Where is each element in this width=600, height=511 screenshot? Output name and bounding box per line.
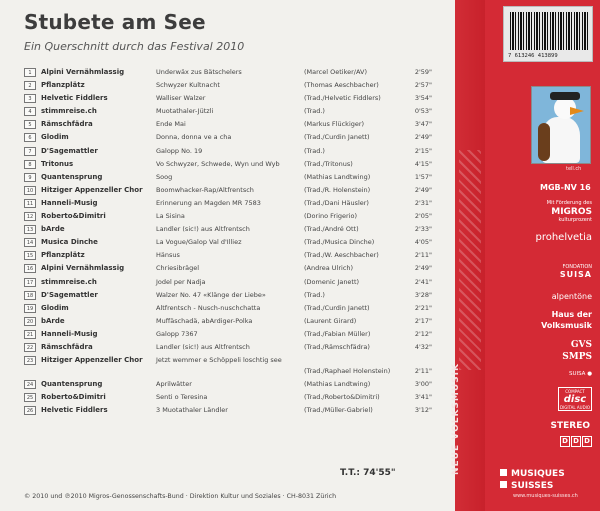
track-duration: 0'53" bbox=[414, 107, 432, 116]
track-row bbox=[24, 223, 444, 236]
ddd-letter: D bbox=[560, 436, 570, 447]
track-duration: 2'33" bbox=[414, 225, 432, 234]
track-number: 5 bbox=[24, 120, 36, 129]
track-artist: Alpini Vernähmlassig bbox=[41, 264, 125, 273]
smps-logo: SMPS bbox=[562, 352, 592, 362]
track-composer: (Marcel Oetiker/AV) bbox=[304, 68, 367, 76]
ddd-letter: D bbox=[571, 436, 581, 447]
track-row bbox=[24, 210, 444, 223]
track-duration: 2'41" bbox=[414, 277, 432, 286]
track-artist: Hanneli-Musig bbox=[41, 329, 98, 338]
track-row bbox=[24, 354, 444, 378]
track-number: 7 bbox=[24, 147, 36, 156]
track-number: 13 bbox=[24, 225, 36, 234]
track-number: 14 bbox=[24, 238, 36, 247]
track-duration: 2'11" bbox=[414, 367, 432, 376]
track-duration: 4'32" bbox=[414, 342, 432, 351]
track-duration: 2'15" bbox=[414, 146, 432, 155]
track-title: Chriesibrägel bbox=[156, 264, 200, 273]
track-title: Aprilwätter bbox=[156, 380, 192, 389]
track-number: 18 bbox=[24, 291, 36, 300]
disc-bottom-label: DIGITAL AUDIO bbox=[560, 405, 590, 410]
track-composer: (Trad.) bbox=[304, 146, 325, 155]
stork-beak bbox=[570, 107, 584, 115]
track-title: Hänsus bbox=[156, 251, 180, 260]
track-row bbox=[24, 118, 444, 131]
track-composer: (Trad./Tritonus) bbox=[304, 159, 353, 168]
track-artist: Helvetic Fiddlers bbox=[41, 94, 108, 103]
track-duration: 2'17" bbox=[414, 316, 432, 325]
track-row bbox=[24, 391, 444, 404]
track-duration: 2'11" bbox=[414, 251, 432, 260]
track-composer: (Trad./Musica Dinche) bbox=[304, 238, 375, 247]
track-title: Muotathaler-Jützli bbox=[156, 107, 214, 116]
spine-label: NEUE VOLKSMUSIK bbox=[451, 363, 461, 475]
track-title: Galopp No. 19 bbox=[156, 146, 203, 155]
track-row bbox=[24, 378, 444, 391]
track-duration: 2'05" bbox=[414, 212, 432, 221]
track-artist: Rämschfädra bbox=[41, 342, 93, 351]
track-title: La Sisina bbox=[156, 212, 185, 221]
track-number: 16 bbox=[24, 264, 36, 273]
barcode-number: 7 613246 413899 bbox=[508, 53, 558, 59]
sponsor-note: Mit Förderung des bbox=[546, 200, 592, 206]
square-icon bbox=[500, 469, 507, 476]
track-composer: (Mathias Landtwing) bbox=[304, 380, 371, 389]
barcode-bars bbox=[510, 12, 588, 50]
track-title: Vo Schwyzer, Schwede, Wyn und Wyb bbox=[156, 159, 280, 168]
track-number: 20 bbox=[24, 317, 36, 326]
track-artist: Roberto&Dimitri bbox=[41, 212, 106, 221]
musiques-label: MUSIQUES bbox=[511, 469, 565, 479]
cover-thumbnail bbox=[531, 86, 591, 164]
barcode bbox=[503, 6, 593, 62]
track-number: 1 bbox=[24, 68, 36, 77]
track-composer: (Trad./Fabian Müller) bbox=[304, 329, 371, 338]
track-composer: (Dorino Frigerio) bbox=[304, 212, 358, 221]
track-composer: (Domenic Janett) bbox=[304, 277, 360, 286]
track-row bbox=[24, 276, 444, 289]
haus-der-volksmusik-line2: Volksmusik bbox=[541, 321, 592, 330]
track-number: 15 bbox=[24, 251, 36, 260]
track-title: Landler (sic!) aus Altfrentsch bbox=[156, 225, 250, 234]
track-artist: Pflanzplätz bbox=[41, 251, 85, 260]
track-composer: (Thomas Aeschbacher) bbox=[304, 81, 379, 90]
track-duration: 2'31" bbox=[414, 198, 432, 207]
track-duration: 2'21" bbox=[414, 303, 432, 312]
ddd-letter: D bbox=[582, 436, 592, 447]
square-icon bbox=[500, 481, 507, 488]
album-title: Stubete am See bbox=[24, 10, 206, 34]
track-list bbox=[24, 66, 444, 417]
instrument-illustration bbox=[538, 123, 550, 161]
track-row bbox=[24, 105, 444, 118]
ddd-code bbox=[560, 436, 592, 447]
copyright-notice: © 2010 und ℗2010 Migros-Genossenschafts-Bund · Direktion Kultur und Soziales · CH-8031 Zürich bbox=[24, 493, 337, 500]
track-row bbox=[24, 66, 444, 79]
catalog-number: MGB-NV 16 bbox=[540, 183, 591, 192]
track-composer: (Trad./W. Aeschbacher) bbox=[304, 251, 379, 260]
track-title: 3 Muotathaler Ländler bbox=[156, 406, 228, 415]
track-composer: (Trad./Müller-Gabriel) bbox=[304, 406, 373, 415]
track-row bbox=[24, 328, 444, 341]
track-duration: 2'49" bbox=[414, 264, 432, 273]
track-row bbox=[24, 171, 444, 184]
track-number: 6 bbox=[24, 133, 36, 142]
track-composer: (Trad./André Ott) bbox=[304, 225, 359, 234]
track-duration: 3'54" bbox=[414, 94, 432, 103]
track-artist: Quantensprung bbox=[41, 380, 103, 389]
track-row bbox=[24, 236, 444, 249]
track-number: 21 bbox=[24, 330, 36, 339]
track-title: La Vogue/Galop Val d'Illiez bbox=[156, 238, 242, 247]
track-composer: (Trad./Helvetic Fiddlers) bbox=[304, 94, 381, 103]
track-artist: Pflanzplätz bbox=[41, 81, 85, 90]
track-duration: 4'05" bbox=[414, 238, 432, 247]
track-duration: 3'41" bbox=[414, 393, 432, 402]
track-composer: (Andrea Ulrich) bbox=[304, 264, 354, 273]
track-number: 17 bbox=[24, 278, 36, 287]
track-duration: 3'47" bbox=[414, 120, 432, 129]
track-composer: (Trad./Curdin Janett) bbox=[304, 303, 370, 312]
track-row bbox=[24, 404, 444, 417]
track-title: Jodel per Nadja bbox=[156, 277, 206, 286]
track-row bbox=[24, 315, 444, 328]
track-row bbox=[24, 262, 444, 275]
track-artist: bArde bbox=[41, 225, 65, 234]
compact-disc-logo bbox=[558, 387, 592, 411]
track-composer: (Trad./Rämschfädra) bbox=[304, 342, 370, 351]
track-artist: stimmreise.ch bbox=[41, 107, 97, 116]
stereo-label: STEREO bbox=[550, 421, 590, 431]
track-artist: Helvetic Fiddlers bbox=[41, 406, 108, 415]
track-artist: Alpini Vernähmlassig bbox=[41, 68, 125, 76]
track-composer: (Trad.) bbox=[304, 290, 325, 299]
track-composer: (Markus Flückiger) bbox=[304, 120, 365, 129]
track-composer: (Trad./Curdin Janett) bbox=[304, 133, 370, 142]
track-row bbox=[24, 145, 444, 158]
fondation-label: FONDATION bbox=[562, 264, 592, 270]
track-title: Jetzt wemmer e Schöppeli loschtig see bbox=[156, 356, 282, 365]
track-artist: Roberto&Dimitri bbox=[41, 393, 106, 402]
track-composer: (Trad./Roberto&Dimitri) bbox=[304, 393, 380, 402]
haus-der-volksmusik-line1: Haus der bbox=[551, 310, 592, 319]
track-artist: Glodim bbox=[41, 133, 69, 142]
track-number: 19 bbox=[24, 304, 36, 313]
track-title: Altfrentsch - Nusch-nuschchatta bbox=[156, 303, 261, 312]
track-duration: 3'00" bbox=[414, 380, 432, 389]
track-artist: Musica Dinche bbox=[41, 238, 98, 247]
track-duration: 2'12" bbox=[414, 329, 432, 338]
track-artist: Rämschfädra bbox=[41, 120, 93, 129]
track-composer: (Trad.) bbox=[304, 107, 325, 116]
track-row bbox=[24, 289, 444, 302]
prohelvetia-logo: prohelvetia bbox=[535, 232, 592, 243]
track-title: Erinnerung an Magden MR 7583 bbox=[156, 198, 261, 207]
track-number: 8 bbox=[24, 160, 36, 169]
track-title: Schwyzer Kultnacht bbox=[156, 81, 220, 90]
album-subtitle: Ein Querschnitt durch das Festival 2010 bbox=[24, 40, 245, 53]
track-number: 9 bbox=[24, 173, 36, 182]
disc-logo-text: disc bbox=[563, 394, 587, 405]
track-artist: stimmreise.ch bbox=[41, 277, 97, 286]
track-row bbox=[24, 197, 444, 210]
track-title: Walliser Walzer bbox=[156, 94, 206, 103]
migros-logo: MIGROS bbox=[551, 207, 592, 217]
track-duration: 2'49" bbox=[414, 133, 432, 142]
track-composer: (Trad./R. Holenstein) bbox=[304, 185, 371, 194]
track-title: Landler (sic!) aus Altfrentsch bbox=[156, 342, 250, 351]
track-artist: bArde bbox=[41, 316, 65, 325]
cover-credit: tell.ch bbox=[566, 166, 582, 172]
suisses-label: SUISSES bbox=[511, 481, 554, 491]
track-title: Underwäx zus Bätschelers bbox=[156, 68, 242, 76]
track-number: 22 bbox=[24, 343, 36, 352]
track-duration: 2'59" bbox=[414, 68, 432, 76]
track-artist: Quantensprung bbox=[41, 172, 103, 181]
track-row bbox=[24, 158, 444, 171]
track-artist: Tritonus bbox=[41, 159, 74, 168]
track-row bbox=[24, 79, 444, 92]
track-title: Muffäschadä, abArdiger-Polka bbox=[156, 316, 253, 325]
gvs-logo: GVS bbox=[570, 340, 592, 350]
track-composer: (Trad./Dani Häusler) bbox=[304, 198, 369, 207]
track-number: 26 bbox=[24, 406, 36, 415]
suisa-small-logo: SUISA ● bbox=[568, 371, 592, 377]
track-number: 10 bbox=[24, 186, 36, 195]
alpentone-logo: alpentöne bbox=[551, 292, 592, 301]
track-title: Galopp 7367 bbox=[156, 329, 198, 338]
track-row bbox=[24, 131, 444, 144]
track-number: 2 bbox=[24, 81, 36, 90]
track-row bbox=[24, 249, 444, 262]
track-composer: (Laurent Girard) bbox=[304, 316, 357, 325]
track-duration: 1'57" bbox=[414, 172, 432, 181]
track-number: 3 bbox=[24, 94, 36, 103]
track-duration: 4'15" bbox=[414, 159, 432, 168]
track-number: 12 bbox=[24, 212, 36, 221]
track-duration: 3'28" bbox=[414, 290, 432, 299]
musiques-suisses-logo bbox=[500, 468, 565, 492]
track-title: Donna, donna ve a cha bbox=[156, 133, 232, 142]
track-composer: (Trad./Raphael Holenstein) bbox=[304, 367, 391, 376]
track-number: 24 bbox=[24, 380, 36, 389]
track-title: Senti o Teresina bbox=[156, 393, 208, 402]
track-number: 25 bbox=[24, 393, 36, 402]
track-artist: Hanneli-Musig bbox=[41, 198, 98, 207]
red-side-panel bbox=[485, 0, 600, 511]
track-number: 4 bbox=[24, 107, 36, 116]
track-number: 23 bbox=[24, 356, 36, 365]
track-artist: D'Sagemattler bbox=[41, 146, 98, 155]
suisa-foundation-logo: SUISA bbox=[559, 270, 592, 279]
track-row bbox=[24, 92, 444, 105]
track-artist: Glodim bbox=[41, 303, 69, 312]
track-artist: Hitziger Appenzeller Chor bbox=[41, 356, 143, 365]
track-row bbox=[24, 302, 444, 315]
track-artist: Hitziger Appenzeller Chor bbox=[41, 185, 143, 194]
track-title: Walzer No. 47 «Klänge der Liebe» bbox=[156, 290, 266, 299]
track-composer: (Mathias Landtwing) bbox=[304, 172, 371, 181]
track-artist: D'Sagemattler bbox=[41, 290, 98, 299]
disc-top-label: COMPACT bbox=[565, 389, 585, 394]
spine-decoration bbox=[459, 150, 481, 370]
track-duration: 3'12" bbox=[414, 406, 432, 415]
track-duration: 2'49" bbox=[414, 185, 432, 194]
track-number: 11 bbox=[24, 199, 36, 208]
migros-kulturprozent: kulturprozent bbox=[558, 217, 592, 223]
musiques-url: www.musiques-suisses.ch bbox=[513, 493, 578, 499]
track-row bbox=[24, 184, 444, 197]
track-title: Ende Mai bbox=[156, 120, 186, 129]
track-title: Boomwhacker-Rap/Altfrentsch bbox=[156, 185, 254, 194]
track-title: Soog bbox=[156, 172, 173, 181]
total-time: T.T.: 74'55" bbox=[340, 468, 396, 478]
track-duration: 2'57" bbox=[414, 81, 432, 90]
hat-illustration bbox=[550, 92, 580, 100]
red-spine bbox=[451, 0, 485, 511]
track-row bbox=[24, 341, 444, 354]
